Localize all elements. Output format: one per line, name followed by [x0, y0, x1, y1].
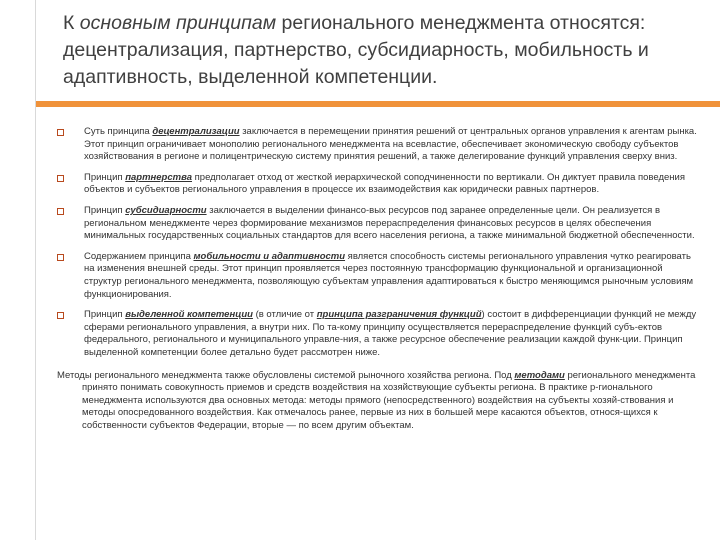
- square-bullet-icon: [57, 208, 64, 215]
- bullet-text: (в отличие от: [252, 309, 317, 321]
- title-emphasis: основным принципам: [79, 12, 277, 34]
- bullet-text: Принцип: [84, 309, 126, 321]
- principles-list: [0, 126, 720, 360]
- slide-body: [0, 126, 720, 432]
- paragraph-text: Методы регионального менеджмента также обусловлены системой рыночного хозяйства региона. Под: [57, 369, 515, 381]
- bullet-text: является способность системы регионального управления чутко реагировать на изменения внешней среды. Этот принцип проявляется через постоянную трансформацию функциональной и организационной структур регионального менеджмента, позволяющую субъектам управления адаптироваться к быстро меняющимся рыночным условиям функционирования.: [84, 250, 694, 300]
- list-item-competence: [0, 309, 720, 359]
- methods-paragraph: [57, 370, 698, 433]
- square-bullet-icon: [57, 175, 64, 182]
- bullet-text: ) состоит в дифференциации функций не между сферами регионального управления, а внутри них. По та-кому принципу осуществляется перераспределение функций субъ-ектов федерального, регионального и муниципального управле-ния, а также ресурсное обеспечение реализации каждой функ-ции. Принцип выделенной компетенции более детально будет рассмотрен ниже.: [84, 309, 697, 358]
- bullet-keyword: мобильности и адаптивности: [193, 250, 346, 262]
- bullet-text: заключается в перемещении принятия решений от центральных органов управления к агентам рынка. Этот принцип ограничивает монополию регионального менеджмента на всевластие, обеспечивает экономическую свободу субъектов хозяйствования в регионе и полицентрическую систему принятия решений, а также делегирование функций управления сверху вниз.: [84, 126, 697, 163]
- paragraph-keyword: методами: [514, 369, 565, 381]
- bullet-text: заключается в выделении финансо-вых ресурсов под заранее определенные цели. Он реализуется в региональном менеджменте через формирование механизмов перераспределения финансовых ресурсов в целях обеспечения минимальных государственных социальных стандартов для всего населения региона, а также минимальной бюджетной обеспеченности.: [84, 204, 695, 242]
- bullet-text: Принцип: [84, 171, 126, 183]
- bullet-text: Принцип: [84, 204, 126, 216]
- bullet-text: предполагает отход от жесткой иерархической соподчиненности по вертикали. Он диктует правила поведения объектов и субъектов регионального управления в процессе их взаимодействия как юридически равных партнеров.: [84, 171, 685, 196]
- list-item-decentralization: [0, 126, 720, 164]
- bullet-keyword: партнерства: [125, 171, 192, 183]
- accent-bar: [36, 101, 720, 107]
- slide-title: [63, 10, 703, 91]
- square-bullet-icon: [57, 254, 64, 261]
- bullet-keyword: выделенной компетенции: [125, 309, 253, 321]
- bullet-keyword: децентрализации: [152, 126, 240, 137]
- square-bullet-icon: [57, 129, 64, 136]
- bullet-text: Суть принципа: [84, 126, 153, 137]
- list-item-subsidiarity: [0, 205, 720, 243]
- bullet-keyword: принципа разграничения функций: [316, 309, 482, 321]
- bullet-text: Содержанием принципа: [84, 250, 194, 262]
- square-bullet-icon: [57, 312, 64, 319]
- title-text-end: регионального менеджмента относятся: децентрализация, партнерство, субсидиарность, мобильность и адаптивность, выделенной компетенции.: [63, 12, 649, 88]
- title-text-start: К: [63, 12, 80, 34]
- bullet-keyword: субсидиарности: [125, 204, 207, 216]
- list-item-partnership: [0, 172, 720, 197]
- paragraph-text: регионального менеджмента принято понимать совокупность приемов и средств воздействия на хозяйствующие субъекты региона. В практике р-гионального менеджмента используются два основных метода: методы прямого (непосредственного) воздействия на субъекты хозяй-ствования и методы опосредованного воздействия. Как отмечалось ранее, первые из них в большей мере касаются объектов, относя-щихся к собственности субъектов Федерации, вторые — по всем другим объектам.: [82, 369, 696, 431]
- list-item-mobility: [0, 251, 720, 301]
